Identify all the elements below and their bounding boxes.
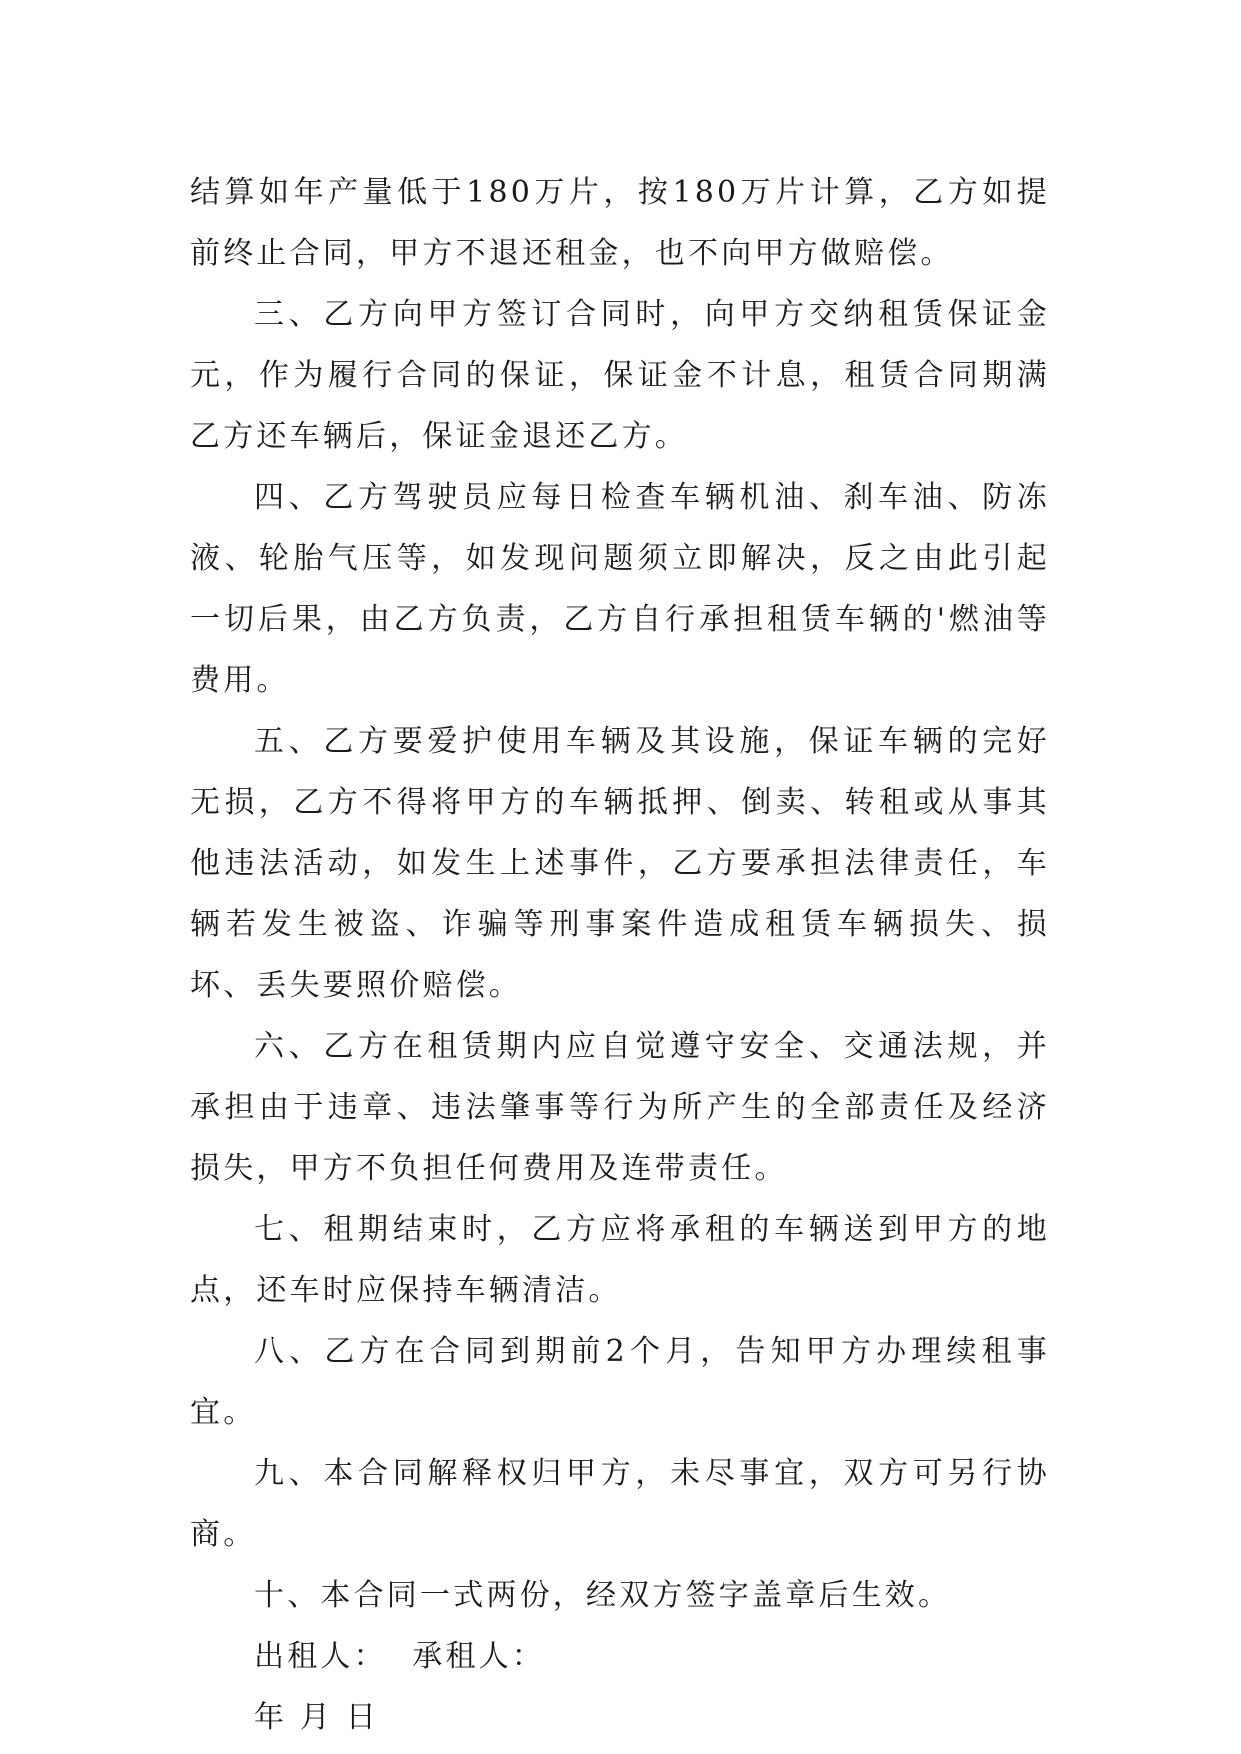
contract-body — [190, 162, 1050, 1748]
paragraph-clause-4-inspection: 四、乙方驾驶员应每日检查车辆机油、刹车油、防冻液、轮胎气压等，如发现问题须立即解决，反之由此引起一切后果，由乙方负责，乙方自行承担租赁车辆的'燃油等费用。 — [190, 480, 1050, 698]
signature-parties-line — [190, 1626, 1050, 1687]
signature-date-line: 年 月 日 — [254, 1700, 380, 1735]
paragraph-settlement-terms: 结算如年产量低于180万片，按180万片计算，乙方如提前终止合同，甲方不退还租金，也不向甲方做赔偿。 — [190, 175, 1050, 271]
paragraph-clause-7-return: 七、租期结束时，乙方应将承租的车辆送到甲方的地点，还车时应保持车辆清洁。 — [190, 1212, 1050, 1308]
paragraph-clause-10-effect: 十、本合同一式两份，经双方签字盖章后生效。 — [254, 1578, 952, 1613]
paragraph-clause-6-traffic: 六、乙方在租赁期内应自觉遵守安全、交通法规，并承担由于违章、违法肇事等行为所产生的全部责任及经济损失，甲方不负担任何费用及连带责任。 — [190, 1029, 1050, 1186]
paragraph-clause-5-care: 五、乙方要爱护使用车辆及其设施，保证车辆的完好无损，乙方不得将甲方的车辆抵押、倒卖、转租或从事其他违法活动，如发生上述事件，乙方要承担法律责任，车辆若发生被盗、诈骗等刑事案件造成租赁车辆损失、损坏、丢失要照价赔偿。 — [190, 724, 1050, 1003]
lessee-label: 承租人： — [412, 1639, 546, 1674]
paragraph-clause-8-renewal: 八、乙方在合同到期前2个月，告知甲方办理续租事宜。 — [190, 1334, 1050, 1430]
lessor-label: 出租人： — [254, 1639, 387, 1674]
paragraph-clause-9-interpretation: 九、本合同解释权归甲方，未尽事宜，双方可另行协商。 — [190, 1456, 1050, 1552]
paragraph-clause-3-deposit: 三、乙方向甲方签订合同时，向甲方交纳租赁保证金元，作为履行合同的保证，保证金不计息，租赁合同期满乙方还车辆后，保证金退还乙方。 — [190, 297, 1050, 454]
